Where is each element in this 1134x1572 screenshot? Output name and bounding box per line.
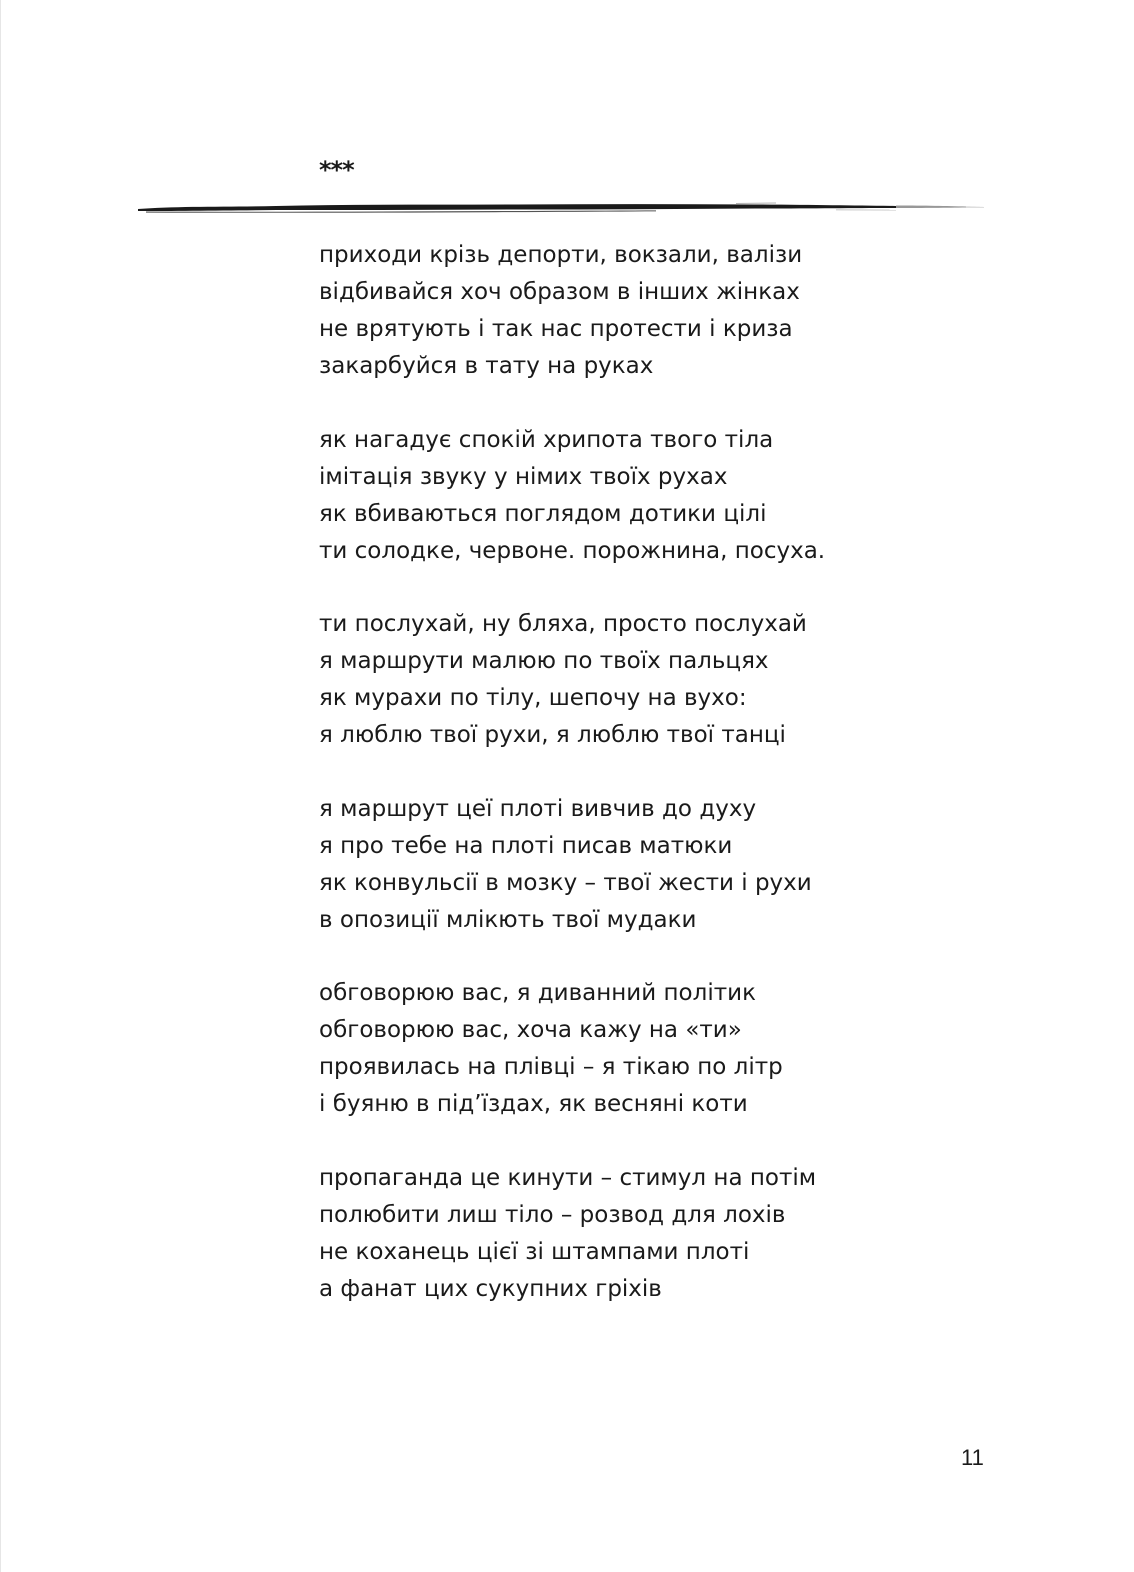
poem-line: я маршрут цеї плоті вивчив до духу <box>319 795 757 822</box>
poem-line: не врятують і так нас протести і криза <box>319 316 793 342</box>
poem-line: закарбуйся в тату на руках <box>319 353 654 379</box>
stanza <box>319 1160 1019 1308</box>
stanza <box>319 237 1019 385</box>
poem-line: не коханець цієї зі штампами плоті <box>319 1238 750 1265</box>
poem-line: я люблю твої рухи, я люблю твої танці <box>319 722 786 748</box>
poem-line: і буяню в під’їздах, як весняні коти <box>319 1091 748 1117</box>
poem-line: обговорюю вас, хоча кажу на «ти» <box>319 1017 742 1043</box>
poem-line: відбивайся хоч образом в інших жінках <box>319 279 800 305</box>
poem-line: ти послухай, ну бляха, просто послухай <box>319 611 807 637</box>
stanza <box>319 791 1019 939</box>
poem-line: як конвульсії в мозку – твої жести і рухи <box>319 869 812 896</box>
stanza <box>319 422 1019 570</box>
poem-line: приходи крізь депорти, вокзали, валізи <box>319 242 803 268</box>
poem-line: в опозиції млікють твої мудаки <box>319 906 697 933</box>
brush-stroke-divider <box>136 198 986 216</box>
page-number: 11 <box>961 1445 984 1470</box>
poem-line: як нагадує спокій хрипота твого тіла <box>319 426 774 453</box>
section-ornament: *** <box>319 156 354 184</box>
poem-line: імітація звуку у німих твоїх рухах <box>319 463 728 490</box>
poem-line: як вбиваються поглядом дотики цілі <box>319 500 767 527</box>
poem-line: обговорюю вас, я диванний політик <box>319 980 756 1006</box>
poem-line: а фанат цих сукупних гріхів <box>319 1275 662 1302</box>
stanza <box>319 975 1019 1123</box>
poem-line: я маршрути малюю по твоїх пальцях <box>319 648 769 674</box>
poem-line: ти солодке, червоне. порожнина, посуха. <box>319 537 826 564</box>
poem-line: як мурахи по тілу, шепочу на вухо: <box>319 685 747 711</box>
poem-line: полюбити лиш тіло – розвод для лохів <box>319 1201 786 1228</box>
poem-line: пропаганда це кинути – стимул на потім <box>319 1164 817 1191</box>
poem-body <box>319 237 1019 1344</box>
poem-line: проявилась на плівці – я тікаю по літр <box>319 1054 783 1080</box>
poem-line: я про тебе на плоті писав матюки <box>319 832 733 859</box>
stanza <box>319 606 1019 754</box>
